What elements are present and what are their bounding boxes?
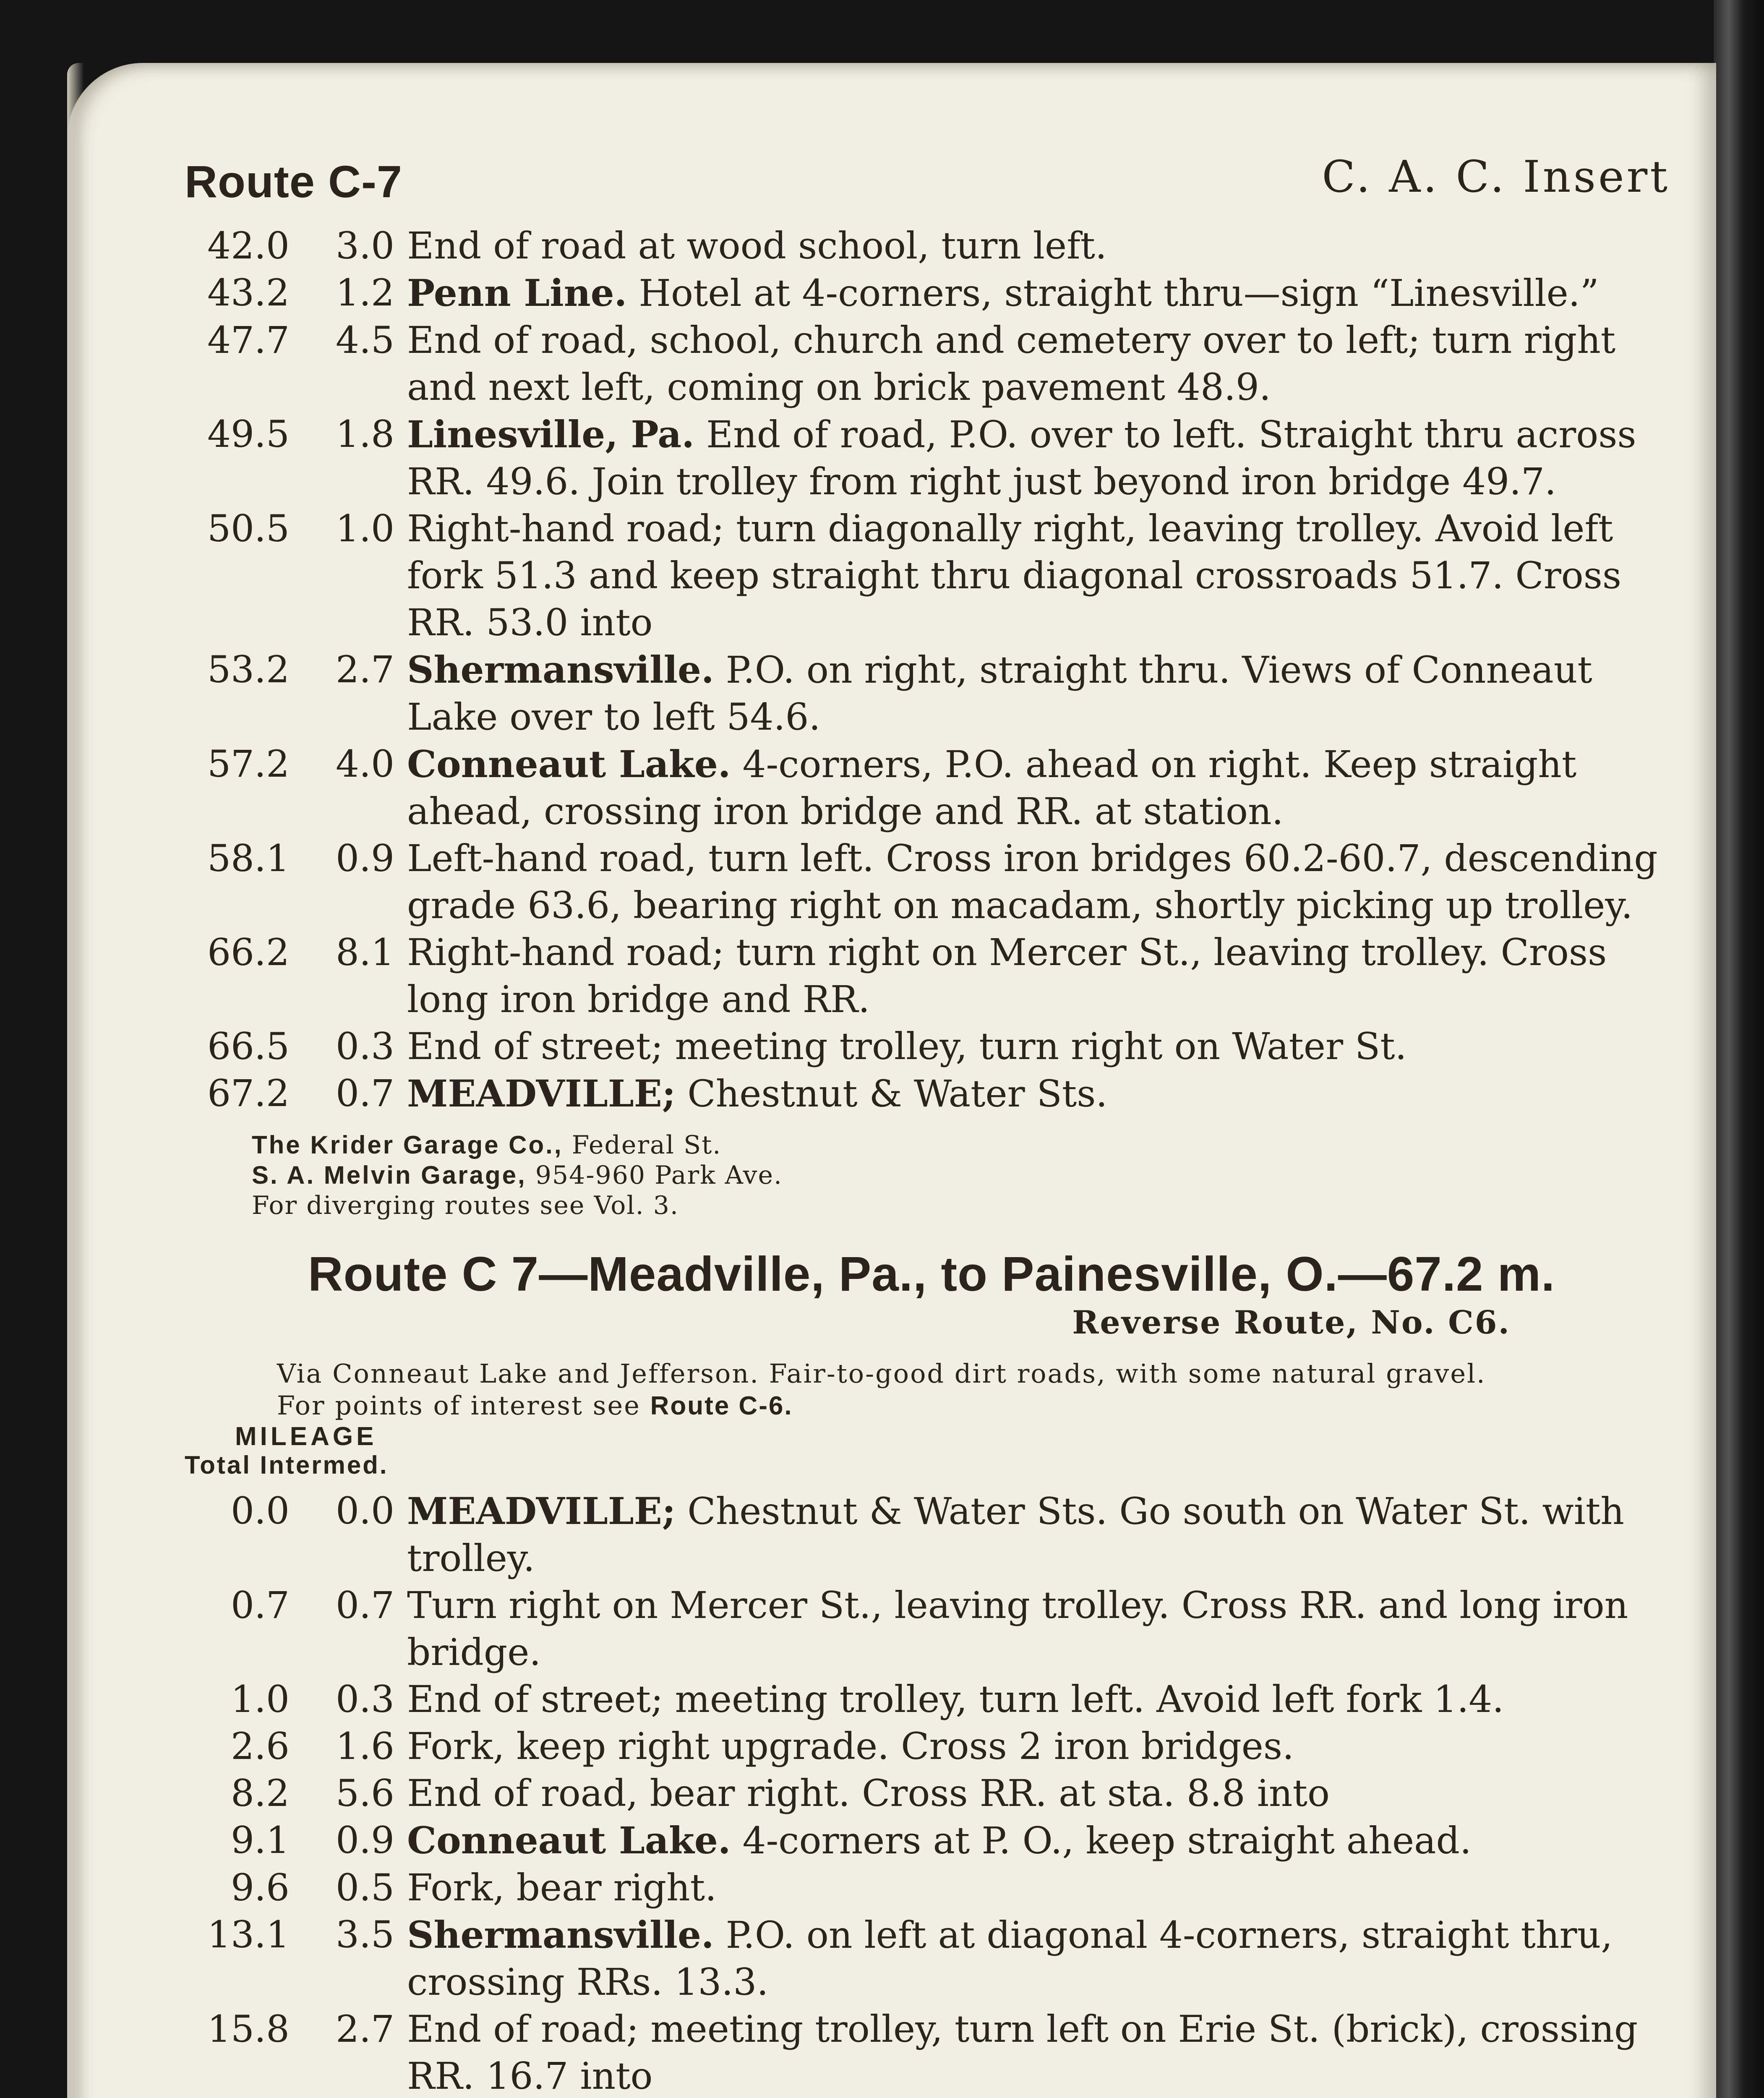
total-mileage: 13.1 [207,1913,290,1956]
route-label: Route C-7 [185,156,402,207]
route-entry [185,1023,1678,1070]
total-mileage: 67.2 [207,1072,290,1115]
book-spine [1714,0,1764,2098]
diverging-note: For diverging routes see Vol. 3. [252,1191,679,1220]
garage-address: Federal St. [571,1130,722,1160]
total-mileage: 57.2 [207,742,290,785]
intermediate-mileage: 0.7 [336,1072,394,1115]
place-name: Penn Line. [407,271,627,315]
total-mileage: 1.0 [231,1678,290,1721]
intermediate-mileage: 8.1 [336,931,394,974]
mileage-subheading: Total Intermed. [185,1451,389,1479]
total-mileage: 0.0 [231,1489,290,1532]
route-entries-bottom [185,1487,1678,2098]
direction-text: End of street; meeting trolley, turn left. Avoid left fork 1.4. [407,1678,1504,1721]
direction-text: End of road, school, church and cemetery over to left; turn right and next left, coming on brick pavement 48.9. [407,318,1616,409]
route-entry [185,646,1678,741]
place-name: Conneaut Lake. [407,742,731,786]
mileage-heading: MILEAGE [235,1422,377,1451]
insert-label: C. A. C. Insert [1322,151,1670,202]
total-mileage: 66.5 [207,1025,290,1068]
garage-name: The Krider Garage Co., [252,1131,563,1159]
route-title: Route C 7—Meadville, Pa., to Painesville, O.—67.2 m. [308,1247,1555,1301]
intermediate-mileage: 5.6 [336,1772,394,1815]
garage-name: S. A. Melvin Garage, [252,1161,527,1189]
route-entry [185,317,1678,411]
points-prefix: For points of interest see [277,1390,641,1421]
direction-text: P.O. on right, straight thru. Views of Conneaut Lake over to left 54.6. [407,648,1592,738]
route-entries-top [185,222,1678,1117]
place-name: MEADVILLE; [407,1072,676,1115]
direction-text: Right-hand road; turn diagonally right, leaving trolley. Avoid left fork 51.3 and keep straight thru diagonal crossroads 51.7. Cross RR. 53.0 into [407,507,1622,644]
intermediate-mileage: 3.5 [336,1913,394,1956]
route-entry [185,1864,1678,1911]
route-entry [185,1487,1678,1582]
intermediate-mileage: 3.0 [336,224,394,267]
intermediate-mileage: 1.2 [336,271,394,314]
total-mileage: 9.1 [231,1819,290,1862]
direction-text: Left-hand road, turn left. Cross iron bridges 60.2-60.7, descending grade 63.6, bearing right on macadam, shortly picking up trolley. [407,837,1658,927]
reverse-route: Reverse Route, No. C6. [1072,1304,1511,1341]
direction-text: End of street; meeting trolley, turn right on Water St. [407,1025,1407,1068]
total-mileage: 8.2 [231,1772,290,1815]
garage-item [252,1130,1678,1160]
intermediate-mileage: 0.3 [336,1678,394,1721]
total-mileage: 49.5 [207,412,290,456]
direction-text: P.O. on left at diagonal 4-corners, straight thru, crossing RRs. 13.3. [407,1913,1613,2004]
intermediate-mileage: 2.7 [336,2007,394,2051]
intermediate-mileage: 0.7 [336,1584,394,1627]
route-entry [185,505,1678,646]
intermediate-mileage: 0.9 [336,837,394,880]
route-entry [185,1817,1678,1864]
direction-text: Fork, keep right upgrade. Cross 2 iron bridges. [407,1725,1294,1768]
total-mileage: 42.0 [207,224,290,267]
route-entry [185,835,1678,929]
direction-text: Chestnut & Water Sts. Go south on Water St. with trolley. [407,1490,1624,1580]
direction-text: End of road; meeting trolley, turn left on Erie St. (brick), crossing RR. 16.7 into [407,2007,1638,2098]
route-entry [185,1070,1678,1117]
total-mileage: 43.2 [207,271,290,314]
intermediate-mileage: 4.0 [336,742,394,785]
place-name: Linesville, Pa. [407,412,694,456]
route-entry [185,411,1678,505]
route-entry [185,929,1678,1023]
route-entry [185,741,1678,835]
points-route: Route C-6. [650,1391,793,1420]
route-entry [185,1723,1678,1770]
intermediate-mileage: 2.7 [336,648,394,691]
direction-text: End of road, P.O. over to left. Straight thru across RR. 49.6. Join trolley from right just beyond iron bridge 49.7. [407,413,1636,503]
intermediate-mileage: 1.6 [336,1725,394,1768]
intermediate-mileage: 0.3 [336,1025,394,1068]
direction-text: End of road, bear right. Cross RR. at sta. 8.8 into [407,1772,1330,1815]
route-entry [185,1770,1678,1817]
garage-address: 954-960 Park Ave. [535,1161,783,1190]
direction-text: End of road at wood school, turn left. [407,224,1107,267]
page-content [185,138,1678,2098]
page-header [185,138,1678,222]
place-name: Shermansville. [407,1913,714,1957]
intermediate-mileage: 1.8 [336,412,394,456]
intermediate-mileage: 0.5 [336,1866,394,1909]
total-mileage: 0.7 [231,1584,290,1627]
route-entry [185,2006,1678,2098]
total-mileage: 53.2 [207,648,290,691]
total-mileage: 9.6 [231,1866,290,1909]
route-entry [185,222,1678,269]
points-of-interest [277,1390,1678,1422]
place-name: MEADVILLE; [407,1489,676,1533]
route-via: Via Conneaut Lake and Jefferson. Fair-to-good dirt roads, with some natural gravel. [277,1358,1486,1389]
direction-text: Chestnut & Water Sts. [687,1072,1108,1115]
total-mileage: 66.2 [207,931,290,974]
garage-list [185,1130,1678,1190]
direction-text: Turn right on Mercer St., leaving trolley. Cross RR. and long iron bridge. [407,1584,1628,1674]
route-entry [185,1676,1678,1723]
direction-text: Right-hand road; turn right on Mercer St., leaving trolley. Cross long iron bridge and RR. [407,931,1607,1021]
place-name: Conneaut Lake. [407,1819,731,1862]
route-entry [185,1911,1678,2006]
intermediate-mileage: 1.0 [336,507,394,550]
place-name: Shermansville. [407,648,714,692]
intermediate-mileage: 0.0 [336,1489,394,1532]
total-mileage: 15.8 [207,2007,290,2051]
direction-text: 4-corners, P.O. ahead on right. Keep straight ahead, crossing iron bridge and RR. at station. [407,743,1577,833]
direction-text: Hotel at 4-corners, straight thru—sign “Linesville.” [639,271,1599,315]
total-mileage: 47.7 [207,318,290,362]
total-mileage: 2.6 [231,1725,290,1768]
intermediate-mileage: 4.5 [336,318,394,362]
route-entry [185,1582,1678,1676]
garage-item [252,1160,1678,1190]
direction-text: 4-corners at P. O., keep straight ahead. [742,1819,1472,1862]
total-mileage: 58.1 [207,837,290,880]
direction-text: Fork, bear right. [407,1866,717,1909]
total-mileage: 50.5 [207,507,290,550]
book-page [67,63,1716,2098]
intermediate-mileage: 0.9 [336,1819,394,1862]
route-entry [185,269,1678,317]
